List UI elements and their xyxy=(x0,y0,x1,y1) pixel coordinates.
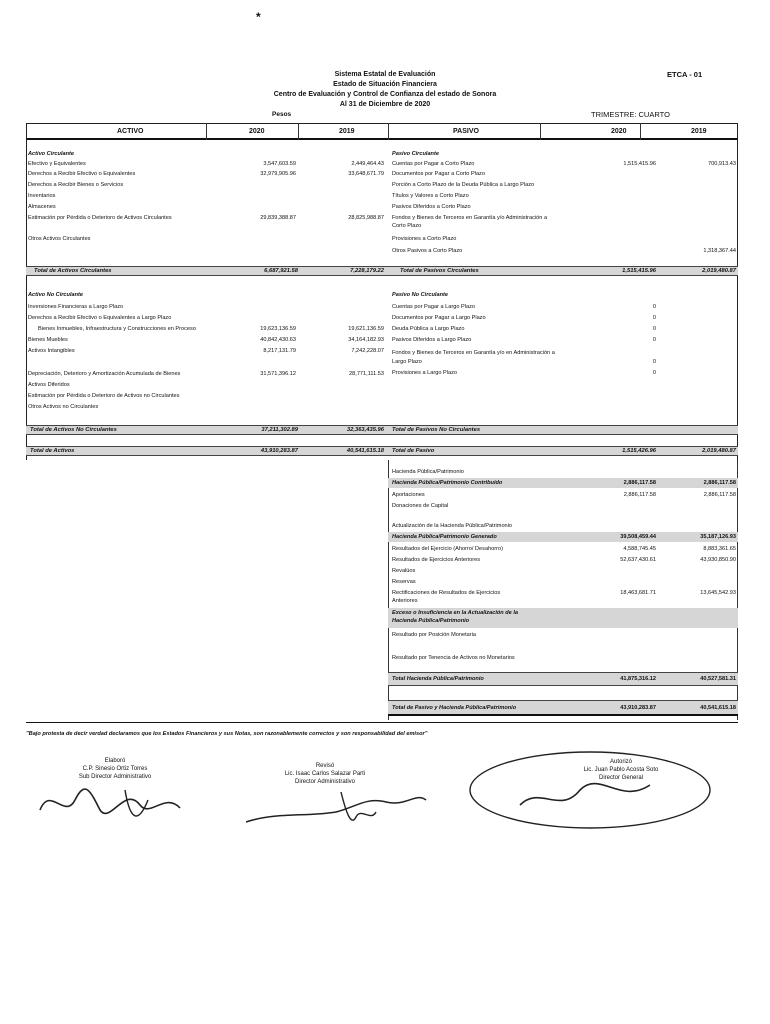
divider xyxy=(540,123,541,140)
value-2020: 31,571,396.12 xyxy=(260,371,296,377)
section-heading: Hacienda Pública/Patrimonio xyxy=(392,618,470,624)
total-label: Total Hacienda Pública/Patrimonio xyxy=(392,676,484,682)
row-label: Bienes Muebles xyxy=(28,337,68,343)
value-2020: 43,910,283.87 xyxy=(260,448,298,454)
value-2019: 2,019,480.87 xyxy=(702,268,736,274)
value-2020: 0 xyxy=(652,304,656,310)
value-2020: 6,687,921.58 xyxy=(264,268,298,274)
col-2019-p: 2019 xyxy=(691,128,707,135)
row-label: Fondos y Bienes de Terceros en Garantía y/o en Administración a xyxy=(392,350,555,356)
value-2019: 13,645,542.93 xyxy=(700,590,736,596)
divider xyxy=(206,123,207,140)
row-label: Depreciación, Deterioro y Amortización Acumulada de Bienes xyxy=(28,371,181,377)
section-heading: Pasivo Circulante xyxy=(392,151,439,157)
section-heading: Activo No Circulante xyxy=(28,292,84,298)
currency-label: Pesos xyxy=(272,111,292,118)
row-label: Activos Diferidos xyxy=(28,382,70,388)
system-title: Sistema Estatal de Evaluación xyxy=(334,71,436,78)
signature-scribble xyxy=(460,745,720,845)
value-2019: 2,449,464.43 xyxy=(351,161,384,167)
row-label: Porción a Corto Plazo de la Deuda Pública a Largo Plazo xyxy=(392,182,535,188)
row-label: Almacenes xyxy=(28,204,56,210)
total-label: Total de Pasivo xyxy=(392,448,435,454)
row-label: Otros Activos no Circulantes xyxy=(28,404,99,410)
value-2020: 0 xyxy=(652,337,656,343)
col-activo: ACTIVO xyxy=(117,128,144,135)
row-label: Otros Activos Circulantes xyxy=(28,236,91,242)
form-code: ETCA - 01 xyxy=(667,70,703,79)
value-2020: 4,588,745.45 xyxy=(623,546,656,552)
section-heading: Pasivo No Circulante xyxy=(392,292,448,298)
total-circulantes-band xyxy=(26,266,738,276)
row-label: Otros Pasivos a Corto Plazo xyxy=(392,248,463,254)
signature-block-elaboro xyxy=(40,757,190,781)
value-2020: 29,839,388.87 xyxy=(260,215,296,221)
column-header-row xyxy=(26,123,738,140)
total-label: Total de Activos xyxy=(30,448,75,454)
value-2019: 33,648,671.79 xyxy=(348,171,384,177)
value-2020: 40,842,430.63 xyxy=(260,337,296,343)
value-2019: 40,541,615.18 xyxy=(346,448,384,454)
row-label: Títulos y Valores a Corto Plazo xyxy=(392,193,469,199)
value-2019: 40,527,581.31 xyxy=(700,676,736,682)
bottom-rule xyxy=(26,722,738,723)
value-2019: 34,164,182.93 xyxy=(348,337,384,343)
row-label: Pasivos Diferidos a Largo Plazo xyxy=(392,337,472,343)
value-2020: 1,515,415.96 xyxy=(622,268,656,274)
section-heading: Hacienda Pública/Patrimonio Generado xyxy=(392,534,497,540)
row-label: Efectivo y Equivalentes xyxy=(28,161,86,167)
value-2019: 35,187,126.93 xyxy=(700,534,736,540)
value-2019: 2,019,480.87 xyxy=(702,448,736,454)
row-label: Derechos a Recibir Efectivo o Equivalentes xyxy=(28,171,136,177)
row-label: Aportaciones xyxy=(392,492,425,498)
value-2020: 0 xyxy=(652,370,656,376)
value-2020: 2,886,117.58 xyxy=(623,492,656,498)
row-label: Fondos y Bienes de Terceros en Garantía y/o Administración a xyxy=(392,215,548,221)
row-label: Estimación por Pérdida o Deterioro de Activos Circulantes xyxy=(28,215,172,221)
value-2019: 7,228,179.22 xyxy=(350,268,384,274)
entity-name: Centro de Evaluación y Control de Confianza del estado de Sonora xyxy=(273,91,497,98)
col-pasivo: PASIVO xyxy=(453,128,479,135)
value-2020: 19,623,136.59 xyxy=(260,326,296,332)
section-heading: Exceso o Insuficiencia en la Actualización de la xyxy=(392,610,519,616)
signature-title: Director General xyxy=(598,775,643,781)
row-label: Derechos a Recibir Bienes o Servicios xyxy=(28,182,124,188)
row-label: Activos Intangibles xyxy=(28,348,75,354)
row-label: Inversiones Financieras a Largo Plazo xyxy=(28,304,124,310)
value-2020: 0 xyxy=(652,359,656,365)
section-heading: Activo Circulante xyxy=(28,151,75,157)
row-label: Inventarios xyxy=(28,193,56,199)
corner-mark: * xyxy=(256,10,261,24)
value-2020: 0 xyxy=(652,315,656,321)
section-heading: Hacienda Pública/Patrimonio Contribuido xyxy=(392,480,503,486)
value-2019: 2,886,117.58 xyxy=(703,480,736,486)
row-label: Pasivos Diferidos a Corto Plazo xyxy=(392,204,471,210)
value-2019: 19,621,136.59 xyxy=(348,326,384,332)
signature-name: Lic. Isaac Carlos Salazar Parti xyxy=(284,771,366,777)
value-2020: 32,979,905.96 xyxy=(260,171,296,177)
value-2020: 43,910,283.87 xyxy=(620,705,656,711)
divider xyxy=(298,123,299,140)
total-label: Total de Pasivos Circulantes xyxy=(400,268,479,274)
value-2020: 41,875,316.12 xyxy=(620,676,656,682)
row-label: Estimación por Pérdida o Deterioro de Activos no Circulantes xyxy=(28,393,180,399)
row-label: Resultado por Posición Monetaria xyxy=(392,632,476,638)
total-label: Total de Pasivos No Circulantes xyxy=(392,427,481,433)
row-label: Resultados del Ejercicio (Ahorro/ Desahorro) xyxy=(392,546,503,552)
row-label: Bienes Inmuebles, Infraestructura y Construcciones en Proceso xyxy=(38,326,196,332)
statement-title: Estado de Situación Financiera xyxy=(333,81,437,88)
col-2020-a: 2020 xyxy=(249,128,265,135)
row-label: Corto Plazo xyxy=(392,223,422,229)
row-label: Donaciones de Capital xyxy=(392,503,449,509)
row-label: Documentos por Pagar a Largo Plazo xyxy=(392,315,486,321)
value-2019: 700,913.43 xyxy=(708,161,736,167)
value-2020: 3,547,603.59 xyxy=(263,161,296,167)
row-label: Derechos a Recibir Efectivo o Equivalentes a Largo Plazo xyxy=(28,315,172,321)
quarter-label: TRIMESTRE: CUARTO xyxy=(591,110,670,119)
row-label: Reservas xyxy=(392,579,416,585)
value-2019: 43,930,850.90 xyxy=(700,557,736,563)
value-2019: 28,771,111.53 xyxy=(349,371,384,377)
value-2020: 0 xyxy=(652,326,656,332)
value-2020: 39,508,459.44 xyxy=(620,534,656,540)
row-label: Resultados de Ejercicios Anteriores xyxy=(392,557,480,563)
hacienda-heading: Hacienda Pública/Patrimonio xyxy=(392,469,464,475)
value-2019: 40,541,615.18 xyxy=(700,705,736,711)
row-label: Rectificaciones de Resultados de Ejercicios xyxy=(392,590,501,596)
signature-title: Director Administrativo xyxy=(294,779,356,785)
table-frame xyxy=(26,140,738,460)
total-label: Total de Pasivo y Hacienda Pública/Patrimonio xyxy=(392,705,517,711)
row-label: Deuda Pública a Largo Plazo xyxy=(392,326,465,332)
declaration-note: "Bajo protesta de decir verdad declaramos que los Estados Financieros y sus Notas, son razonablemente correctos y son responsabilidad del emisor" xyxy=(26,731,428,737)
signature-title: Sub Director Administrativo xyxy=(78,774,152,780)
signature-scribble xyxy=(236,782,436,842)
value-2020: 1,515,426.96 xyxy=(622,448,656,454)
value-2019: 8,883,361.65 xyxy=(703,546,736,552)
signature-scribble xyxy=(30,780,190,830)
col-2020-p: 2020 xyxy=(611,128,627,135)
signature-name: C.P. Sinesio Ortiz Torres xyxy=(82,766,148,772)
signature-role: Autorizó xyxy=(609,759,632,765)
signature-role: Revisó xyxy=(315,763,335,769)
row-label: Largo Plazo xyxy=(392,359,422,365)
total-label: Total de Activos No Circulantes xyxy=(30,427,117,433)
value-2019: 32,363,435.96 xyxy=(346,427,384,433)
row-label: Anteriores xyxy=(392,598,418,604)
value-2019: 7,242,228.07 xyxy=(351,348,384,354)
value-2020: 52,637,430.61 xyxy=(620,557,656,563)
row-label: Resultado por Tenencia de Activos no Monetarios xyxy=(392,655,515,661)
signature-role: Elaboró xyxy=(104,758,126,764)
value-2019: 28,825,988.87 xyxy=(348,215,384,221)
row-label: Cuentas por Pagar a Largo Plazo xyxy=(392,304,476,310)
total-label: Total de Activos Circulantes xyxy=(34,268,112,274)
value-2020: 18,463,681.71 xyxy=(620,590,656,596)
value-2019: 2,886,117.58 xyxy=(703,492,736,498)
value-2020: 1,515,415.96 xyxy=(623,161,656,167)
divider xyxy=(388,123,389,140)
row-label: Actualización de la Hacienda Pública/Patrimonio xyxy=(392,523,513,529)
total-activos-band xyxy=(26,446,738,456)
row-label: Provisiones a Corto Plazo xyxy=(392,236,457,242)
value-2019: 1,318,367.44 xyxy=(703,248,736,254)
statement-date: Al 31 de Diciembre de 2020 xyxy=(339,101,431,108)
total-no-circulantes-band xyxy=(26,425,738,435)
value-2020: 8,217,131.79 xyxy=(263,348,296,354)
row-label: Revalúos xyxy=(392,568,416,574)
signature-name: Lic. Juan Pablo Acosta Soto xyxy=(583,767,659,773)
row-label: Provisiones a Largo Plazo xyxy=(392,370,457,376)
row-label: Cuentas por Pagar a Corto Plazo xyxy=(392,161,475,167)
divider xyxy=(640,123,641,140)
value-2020: 2,886,117.58 xyxy=(623,480,656,486)
value-2020: 37,211,302.89 xyxy=(261,427,298,433)
row-label: Documentos por Pagar a Corto Plazo xyxy=(392,171,485,177)
col-2019-a: 2019 xyxy=(339,128,355,135)
